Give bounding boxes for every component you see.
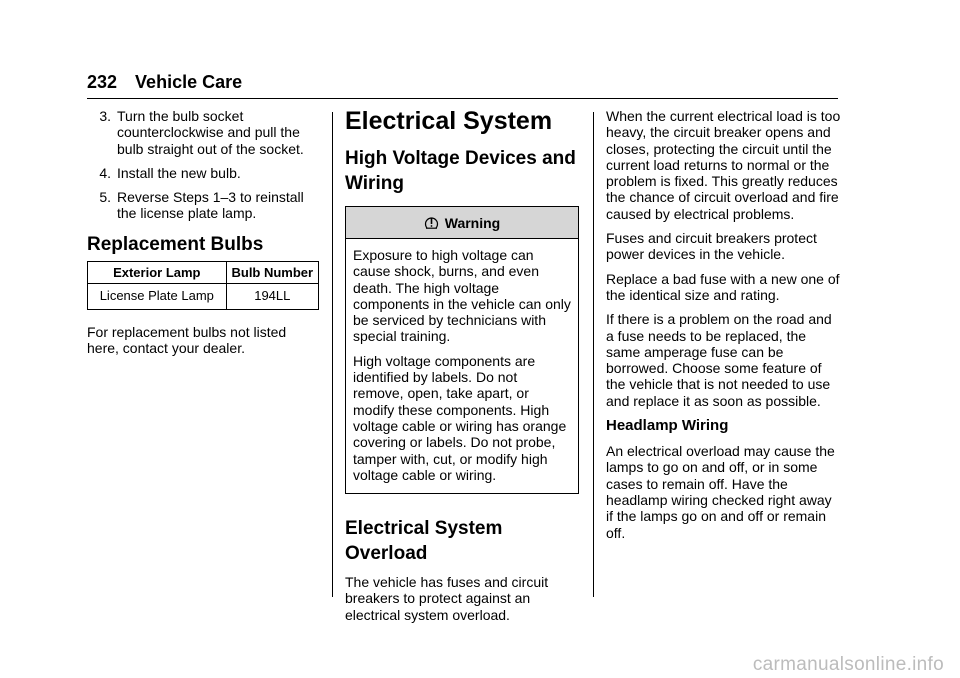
step-text: Turn the bulb socket counterclockwise and pull the bulb straight out of the socket. bbox=[117, 108, 304, 157]
step-number: 5. bbox=[99, 189, 111, 206]
header-rule bbox=[87, 98, 838, 99]
warning-symbol-icon bbox=[424, 215, 439, 230]
headlamp-wiring-heading: Headlamp Wiring bbox=[606, 417, 729, 435]
warning-paragraph: Exposure to high voltage can cause shock, burns, and even death. The high voltage components in the vehicle can only be serviced by technicians with special training. bbox=[353, 247, 571, 345]
table-cell: 194LL bbox=[226, 283, 318, 309]
column-divider bbox=[593, 112, 594, 597]
dealer-note: For replacement bulbs not listed here, contact your dealer. bbox=[87, 323, 287, 357]
page-header bbox=[87, 72, 242, 93]
bulb-table bbox=[87, 261, 319, 310]
step-number: 4. bbox=[99, 164, 111, 181]
list-item bbox=[87, 165, 319, 181]
paragraph: If there is a problem on the road and a fuse needs to be replaced, the same amperage fuse can be borrowed. Choose some feature of the vehicle that is not needed to use and replace it as soon as possible. bbox=[606, 311, 832, 409]
paragraph: Fuses and circuit breakers protect power devices in the vehicle. bbox=[606, 230, 817, 263]
paragraph: An electrical overload may cause the lamps to go on and off, or in some cases to remain off. Have the headlamp wiring checked right away if the lamps go on and off or remain off. bbox=[606, 443, 835, 541]
warning-header bbox=[346, 207, 578, 239]
electrical-system-heading: Electrical System bbox=[345, 107, 553, 135]
paragraph: When the current electrical load is too heavy, the circuit breaker opens and closes, protecting the circuit until the current load returns to normal or the problem is fixed. This greatly reduces the chance of circuit overload and fire caused by electrical problems. bbox=[606, 108, 841, 222]
warning-body bbox=[346, 239, 578, 493]
section-title: Vehicle Care bbox=[135, 72, 243, 92]
page-number: 232 bbox=[87, 72, 118, 92]
warning-box bbox=[345, 206, 579, 494]
list-item bbox=[87, 108, 319, 157]
replacement-bulbs-heading: Replacement Bulbs bbox=[87, 233, 264, 255]
step-number: 3. bbox=[99, 108, 111, 124]
paragraph: Replace a bad fuse with a new one of the identical size and rating. bbox=[606, 270, 840, 303]
column-left bbox=[87, 108, 319, 356]
watermark: carmanualsonline.info bbox=[752, 654, 944, 675]
high-voltage-heading: High Voltage Devices and Wiring bbox=[345, 148, 576, 194]
column-middle bbox=[345, 108, 579, 631]
table-header-row bbox=[88, 261, 319, 283]
warning-paragraph: High voltage components are identified by labels. Do not remove, open, take apart, or modify these components. High voltage cable or wiring has orange covering or labels. Do not probe, tamper with, cut, or modify high voltage cable or wiring. bbox=[353, 352, 567, 483]
column-header: Exterior Lamp bbox=[88, 261, 227, 283]
column-right bbox=[606, 108, 842, 549]
step-text: Install the new bulb. bbox=[117, 164, 241, 181]
table-row bbox=[88, 283, 319, 309]
column-header: Bulb Number bbox=[226, 261, 318, 283]
step-text: Reverse Steps 1–3 to reinstall the license plate lamp. bbox=[117, 189, 304, 222]
table-cell: License Plate Lamp bbox=[88, 283, 227, 309]
steps-list bbox=[87, 108, 319, 222]
overload-text: The vehicle has fuses and circuit breakers to protect against an electrical system overload. bbox=[345, 574, 549, 623]
list-item bbox=[87, 189, 319, 222]
column-divider bbox=[332, 112, 333, 597]
warning-title: Warning bbox=[444, 214, 501, 231]
overload-heading: Electrical System Overload bbox=[345, 518, 503, 565]
